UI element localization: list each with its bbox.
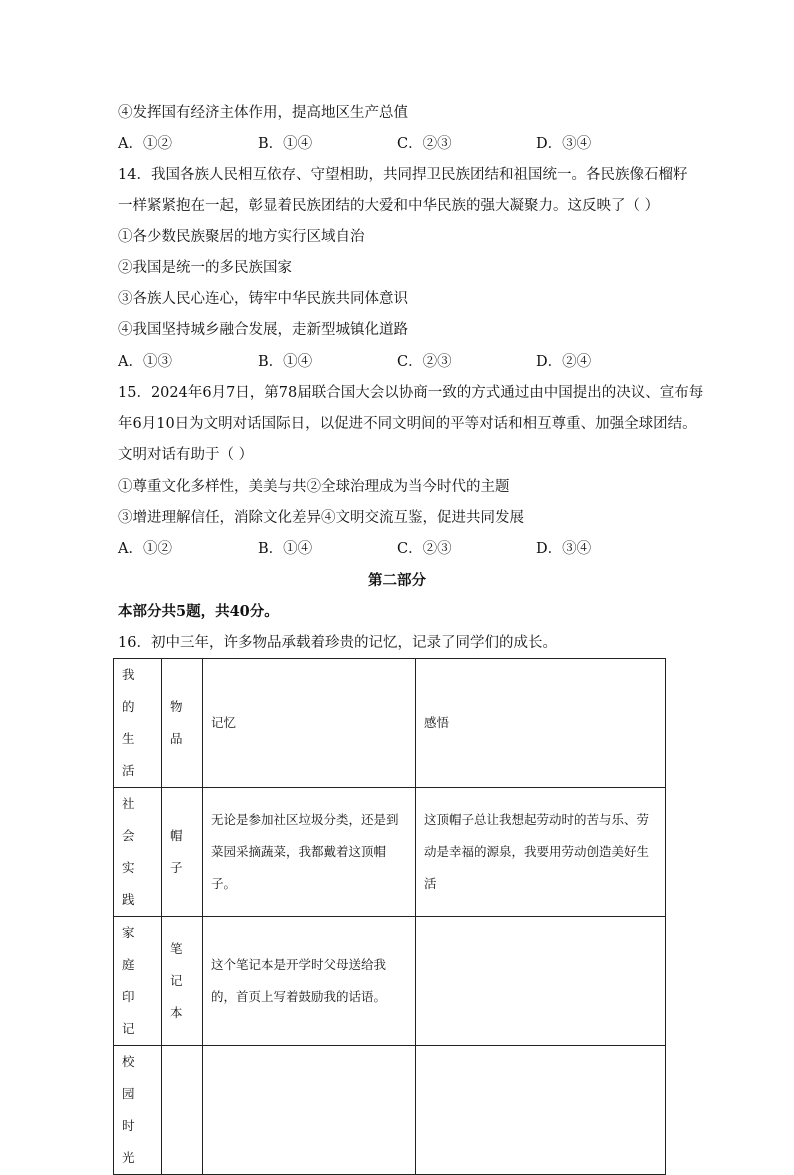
q15-option-b[interactable]: B．①④ <box>258 541 313 557</box>
cell-life: 社会实践 <box>114 788 162 917</box>
cell-insight: 这顶帽子总让我想起劳动时的苦与乐、劳动是幸福的源泉，我要用劳动创造美好生活 <box>416 788 666 917</box>
q14-option-c[interactable]: C．②③ <box>397 354 452 370</box>
q16-table <box>113 658 666 1175</box>
q14-stem-line-2: 一样紧紧抱在一起，彰显着民族团结的大爱和中华民族的强大凝聚力。这反映了（ ） <box>118 198 660 214</box>
q15-option-d[interactable]: D．③④ <box>536 541 592 557</box>
q15-options <box>118 539 678 559</box>
q14-item-1: ①各少数民族聚居的地方实行区域自治 <box>118 229 365 245</box>
q15-items-line-2: ③增进理解信任，消除文化差异④文明交流互鉴，促进共同发展 <box>118 510 524 526</box>
table-header-row <box>114 659 666 788</box>
cell-item-blank[interactable] <box>162 1046 203 1175</box>
q15-items-line-1: ①尊重文化多样性，美美与共②全球治理成为当今时代的主题 <box>118 479 510 495</box>
q13-option-d[interactable]: D．③④ <box>536 136 592 152</box>
q15-option-c[interactable]: C．②③ <box>397 541 452 557</box>
q14-options <box>118 352 678 372</box>
q15-stem-line-2: 年6月10日为文明对话国际日，以促进不同文明间的平等对话和相互尊重、加强全球团结。 <box>118 416 697 432</box>
header-item: 物品 <box>162 659 203 788</box>
q13-option-a[interactable]: A．①② <box>118 136 172 152</box>
table-row <box>114 788 666 917</box>
q14-item-2: ②我国是统一的多民族国家 <box>118 260 292 276</box>
q14-item-3: ③各族人民心连心，铸牢中华民族共同体意识 <box>118 291 408 307</box>
q13-options <box>118 134 678 154</box>
part2-title: 第二部分 <box>368 572 426 589</box>
part2-intro: 本部分共5题，共40分。 <box>118 603 279 620</box>
cell-life: 校园时光 <box>114 1046 162 1175</box>
cell-item: 笔记本 <box>162 917 203 1046</box>
q14-stem-line-1: 14．我国各族人民相互依存、守望相助，共同捍卫民族团结和祖国统一。各民族像石榴籽 <box>118 167 688 183</box>
q13-option-c[interactable]: C．②③ <box>397 136 452 152</box>
cell-insight-blank[interactable] <box>416 917 666 1046</box>
cell-memory: 这个笔记本是开学时父母送给我的，首页上写着鼓励我的话语。 <box>203 917 416 1046</box>
q14-option-b[interactable]: B．①④ <box>258 354 313 370</box>
header-memory: 记忆 <box>203 659 416 788</box>
q13-option-b[interactable]: B．①④ <box>258 136 313 152</box>
cell-memory-blank[interactable] <box>203 1046 416 1175</box>
q16-stem: 16．初中三年，许多物品承载着珍贵的记忆，记录了同学们的成长。 <box>118 635 557 651</box>
q14-option-a[interactable]: A．①③ <box>118 354 172 370</box>
table-row <box>114 1046 666 1175</box>
q15-stem-line-1: 15．2024年6月7日，第78届联合国大会以协商一致的方式通过由中国提出的决议、宣布每 <box>118 385 704 401</box>
q14-option-d[interactable]: D．②④ <box>536 354 592 370</box>
q15-stem-line-3: 文明对话有助于（ ） <box>118 447 254 463</box>
q14-item-4: ④我国坚持城乡融合发展，走新型城镇化道路 <box>118 322 408 338</box>
cell-insight-blank[interactable] <box>416 1046 666 1175</box>
header-insight: 感悟 <box>416 659 666 788</box>
q13-item-4: ④发挥国有经济主体作用，提高地区生产总值 <box>118 105 408 121</box>
q15-option-a[interactable]: A．①② <box>118 541 172 557</box>
table-row <box>114 917 666 1046</box>
header-my-life: 我的生活 <box>114 659 162 788</box>
cell-memory: 无论是参加社区垃圾分类，还是到菜园采摘蔬菜，我都戴着这顶帽子。 <box>203 788 416 917</box>
cell-life: 家庭印记 <box>114 917 162 1046</box>
cell-item: 帽子 <box>162 788 203 917</box>
